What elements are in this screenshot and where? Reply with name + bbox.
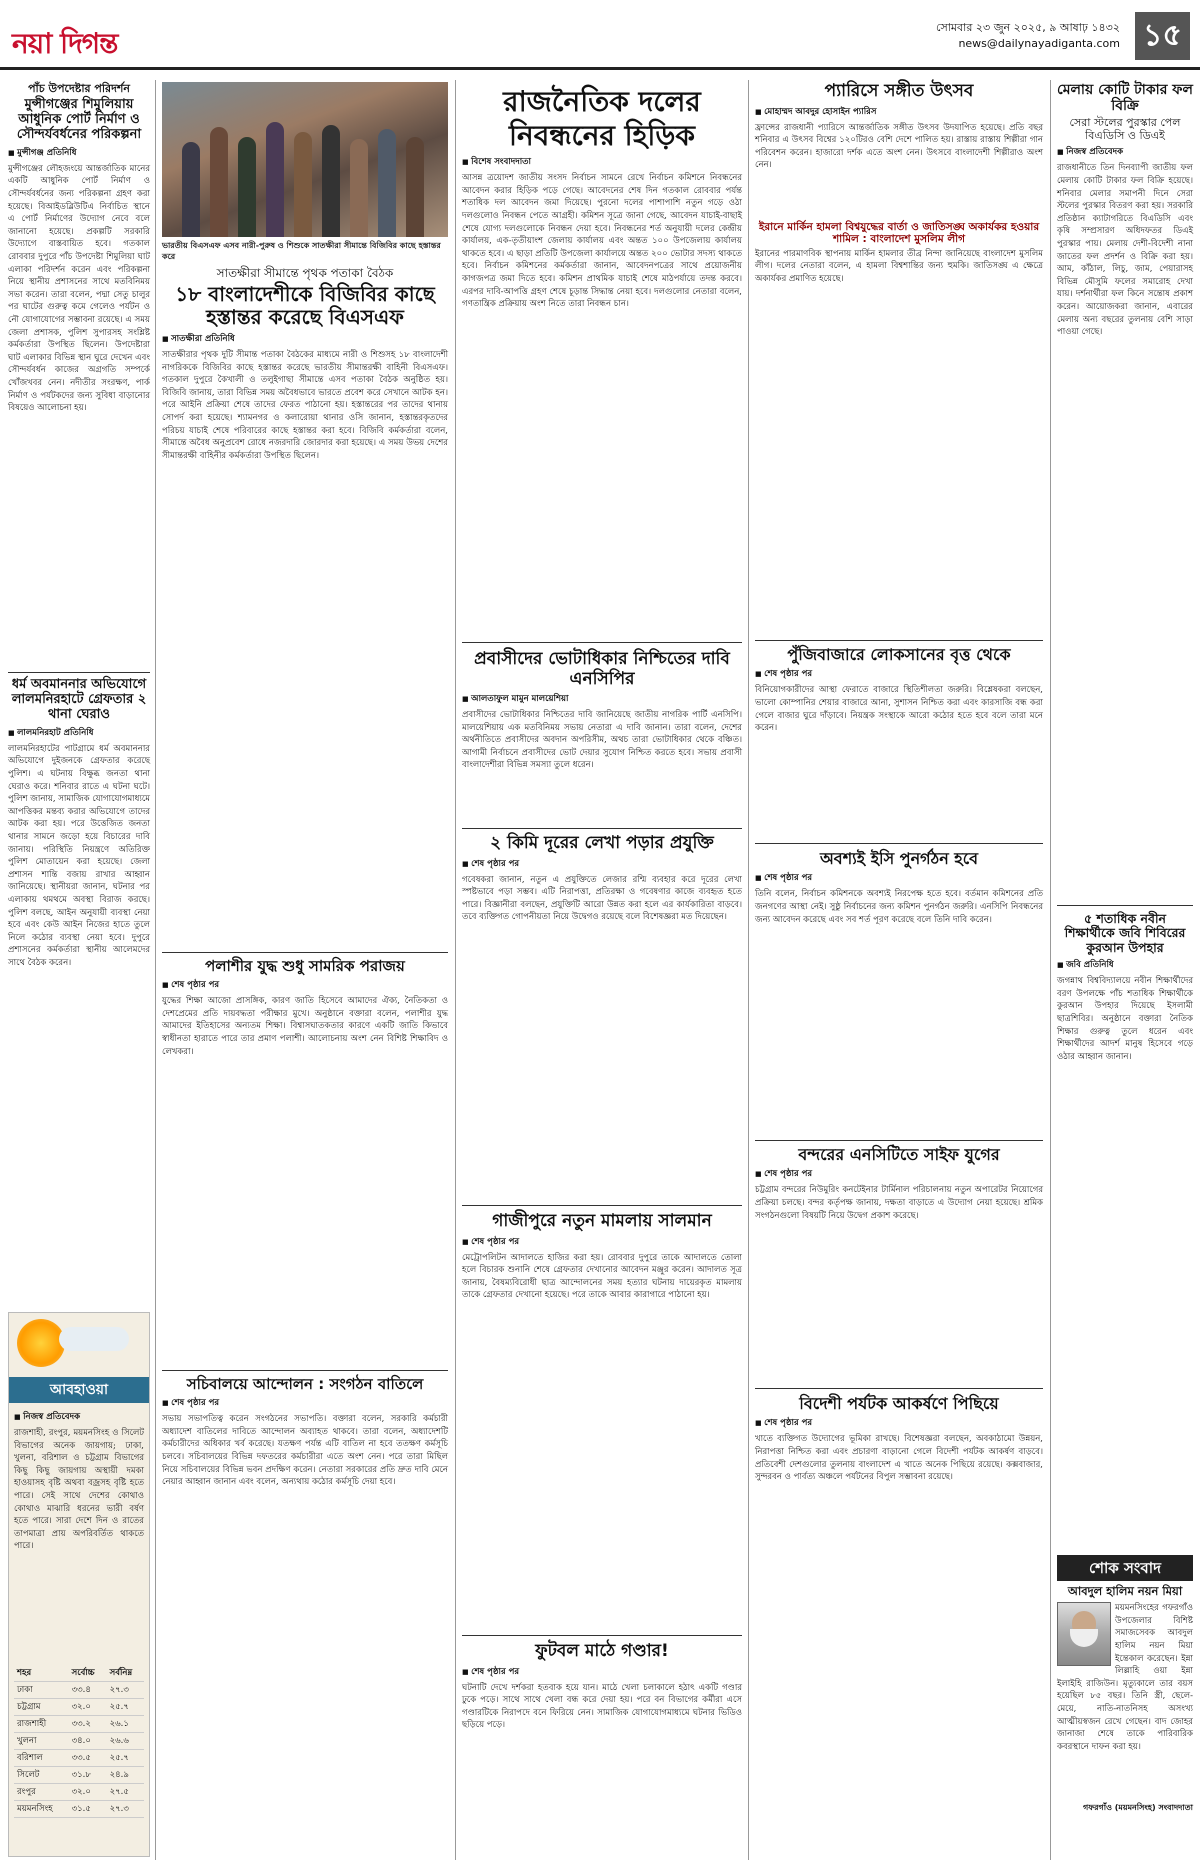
city: বরিশাল [14, 1750, 69, 1767]
city: খুলনা [14, 1733, 69, 1750]
table-row [14, 1733, 144, 1750]
max-temp: ৩৩.৫ [69, 1750, 107, 1767]
max-temp: ৩৩.২ [69, 1716, 107, 1733]
byline: ■ মোহাম্মদ আবদুর হোসাইন প্যারিস [755, 105, 1043, 119]
subhead: সেরা স্টলের পুরস্কার পেল বিএডিসি ও ডিএই [1069, 116, 1181, 142]
article-bsf [162, 266, 448, 964]
byline: ■ শেষ পৃষ্ঠার পর [462, 857, 742, 871]
min-temp: ২৬.৬ [107, 1733, 144, 1750]
divider [162, 1370, 448, 1371]
article-body: চট্টগ্রাম বন্দরের নিউমুরিং কনটেইনার টার্মিনাল পরিচালনায় নতুন অপারেটর নিয়োগের প্রক্রিয়া চলছে। বন্দর কর্তৃপক্ষ জানায়, দক্ষতা বাড়াতে এ উদ্যোগ নেয়া হয়েছে। শ্রমিক সংগঠনগুলো বিষয়টি নিয়ে উদ্বেগ প্রকাশ করেছে। [755, 1185, 1043, 1221]
article-body: গবেষকরা জানান, নতুন এ প্রযুক্তিতে লেজার রশ্মি ব্যবহার করে দূরের লেখা স্পষ্টভাবে পড়া সম্ভব। এটি নিরাপত্তা, প্রতিরক্ষা ও গবেষণার কাজে ব্যবহৃত হতে পারে। বিজ্ঞানীরা বলছেন, প্রযুক্তিটি আরো উন্নত করা হলে এর কার্যকারিতা বাড়বে। তবে ব্যক্তিগত গোপনীয়তা নিয়ে উদ্বেগও রয়েছে বলে বিশেষজ্ঞরা মত দিয়েছেন। [462, 874, 742, 923]
city: রাজশাহী [14, 1716, 69, 1733]
min-temp: ২৫.৭ [107, 1699, 144, 1716]
article-jnu-quran [1057, 912, 1193, 1510]
byline: ■ শেষ পৃষ্ঠার পর [755, 1416, 1043, 1430]
article-body: ঘটনাটি দেখে দর্শকরা হতবাক হয়ে যান। মাঠে খেলা চলাকালে হঠাৎ একটি গণ্ডার ঢুকে পড়ে। সাথে সাথে খেলা বন্ধ করে দেয়া হয়। পরে বন বিভাগের কর্মীরা এসে গণ্ডারটিকে নিরাপদে বনে ফিরিয়ে নেন। সামাজিক যোগাযোগমাধ্যমে ঘটনার ভিডিও ছড়িয়ে পড়ে। [462, 1682, 742, 1731]
headline[interactable]: ৫ শতাধিক নবীন শিক্ষার্থীকে জবি শিবিরের কুরআন উপহার [1064, 911, 1186, 955]
kicker: সাতক্ষীরা সীমান্তে পৃথক পতাকা বৈঠক [216, 266, 394, 280]
article-paris-music [755, 82, 1043, 568]
headline[interactable]: রাজনৈতিক দলের নিবন্ধনের হিড়িক [503, 85, 701, 152]
table-header: সর্বনিম্ন [107, 1665, 144, 1682]
byline: ■ জবি প্রতিনিধি [1057, 958, 1193, 972]
byline: ■ আলতাফুল মামুন মালয়েশিয়া [462, 692, 742, 706]
min-temp: ২৭.৩ [107, 1682, 144, 1699]
article-body: লালমনিরহাটের পাটগ্রামে ধর্ম অবমাননার অভিযোগে দুইজনকে গ্রেফতার করেছে পুলিশ। এ ঘটনায় বিক্ষুব্ধ জনতা থানা ঘেরাও করে। শনিবার রাতে এ ঘটনা ঘটে। পুলিশ জানায়, সামাজিক যোগাযোগমাধ্যমে আপত্তিকর মন্তব্য করার অভিযোগে তাদের আটক করা হয়। পরে উত্তেজিত জনতা থানার সামনে জড়ো হয়ে বিচারের দাবি জানায়। পরিস্থিতি নিয়ন্ত্রণে অতিরিক্ত পুলিশ মোতায়েন করা হয়েছে। জেলা প্রশাসন শান্তি বজায় রাখার আহ্বান জানিয়েছে। স্থানীয়রা জানান, ঘটনার পর এলাকায় থমথমে অবস্থা বিরাজ করছে। পুলিশ বলছে, আইন অনুযায়ী ব্যবস্থা নেয়া হবে এবং কেউ আইন নিজের হাতে তুলে নিলে কঠোর ব্যবস্থা নেয়া হবে। দুপুরে প্রশাসনের কর্মকর্তারা স্থানীয় আলেমদের সাথে বৈঠক করেন। [8, 743, 150, 968]
max-temp: ৩৪.০ [69, 1733, 107, 1750]
article-body: তিনি বলেন, নির্বাচন কমিশনকে অবশ্যই নিরপেক্ষ হতে হবে। বর্তমান কমিশনের প্রতি জনগণের আস্থা নেই। সুষ্ঠু নির্বাচনের জন্য কমিশন পুনর্গঠন জরুরি। এনসিপি নিবন্ধনের জন্য আবেদন করেছে এবং সব শর্ত পূরণ করেছে বলে তিনি দাবি করেন। [755, 889, 1043, 925]
table-row [14, 1767, 144, 1784]
divider [162, 952, 448, 953]
weather-title: আবহাওয়া [9, 1377, 149, 1403]
article-body: প্রবাসীদের ভোটাধিকার নিশ্চিতের দাবি জানিয়েছে জাতীয় নাগরিক পার্টি এনসিপি। মালয়েশিয়ায় এক মতবিনিময় সভায় নেতারা এ দাবি জানান। তারা বলেন, দেশের অর্থনীতিতে প্রবাসীদের অবদান অপরিসীম, অথচ তারা ভোটাধিকার থেকে বঞ্চিত। আগামী নির্বাচনে প্রবাসীদের ভোট দেয়ার সুযোগ নিশ্চিত করতে হবে। সভায় প্রবাসী বাংলাদেশীরা বিভিন্ন সমস্যা তুলে ধরেন। [462, 710, 742, 771]
article-2km-tech [462, 834, 742, 1204]
headline[interactable]: পুঁজিবাজারে লোকসানের বৃত্ত থেকে [787, 645, 1011, 664]
headline[interactable]: বিদেশী পর্যটক আকর্ষণে পিছিয়ে [799, 1394, 999, 1413]
article-body: আসন্ন ত্রয়োদশ জাতীয় সংসদ নির্বাচন সামনে রেখে নির্বাচন কমিশনে নিবন্ধনের আবেদন করার হিড়িক পড়ে গেছে। আবেদনের শেষ দিন গতকাল রোববার পর্যন্ত শতাধিক দল আবেদন জমা দিয়েছে। পুরনো দলের পাশাপাশি নতুন গড়ে ওঠা দলগুলোও নিবন্ধন পেতে আগ্রহী। কমিশন সূত্রে জানা গেছে, আবেদন যাচাই-বাছাই শেষে যোগ্য দলগুলোকে নিবন্ধন দেয়া হবে। নিবন্ধনের শর্ত অনুযায়ী দলের কেন্দ্রীয় কার্যালয়, এক-তৃতীয়াংশ জেলায় কার্যালয় এবং অন্তত ১০০ উপজেলায় কার্যালয় থাকতে হবে। এ ছাড়া প্রতিটি উপজেলা কার্যালয়ে অন্তত ২০০ ভোটার সদস্য থাকতে হবে। নির্বাচন কমিশনের কর্মকর্তারা জানান, আবেদনপত্রের সাথে প্রয়োজনীয় কাগজপত্র জমা দিতে হবে। কমিশন প্রাথমিক যাচাই শেষে মাঠপর্যায়ে তদন্ত করবে। এরপর দাবি-আপত্তি গ্রহণ শেষে চূড়ান্ত সিদ্ধান্ত নেয়া হবে। দলগুলোর নেতারা বলেন, গণতান্ত্রিক প্রক্রিয়ায় অংশ নিতে তারা নিবন্ধন চান। [462, 173, 742, 310]
byline: ■ মুন্সীগঞ্জ প্রতিনিধি [8, 146, 150, 160]
byline: ■ শেষ পৃষ্ঠার পর [462, 1235, 742, 1249]
table-row [14, 1716, 144, 1733]
max-temp: ৩১.৫ [69, 1801, 107, 1818]
min-temp: ২৭.৫ [107, 1784, 144, 1801]
table-row [14, 1801, 144, 1818]
byline: ■ শেষ পৃষ্ঠার পর [755, 1167, 1043, 1181]
byline: ■ শেষ পৃষ্ঠার পর [755, 667, 1043, 681]
article-body: সাতক্ষীরার পৃথক দুটি সীমান্ত পতাকা বৈঠকের মাধ্যমে নারী ও শিশুসহ ১৮ বাংলাদেশী নাগরিককে বিজিবির কাছে হস্তান্তর করেছে ভারতীয় সীমান্তরক্ষী বাহিনী বিএসএফ। গতকাল দুপুরে কৈখালী ও তলুইগাছা সীমান্তে এসব পতাকা বৈঠক অনুষ্ঠিত হয়। বিজিবি জানায়, তারা বিভিন্ন সময় অবৈধভাবে ভারতে প্রবেশ করে সেখানে আটক হন। পরে আইনি প্রক্রিয়া শেষে তাদের ফেরত পাঠানো হয়। হস্তান্তরের পর তাদের থানায় সোপর্দ করা হয়েছে। শ্যামনগর ও কলারোয়া থানার ওসি জানান, হস্তান্তরকৃতদের পরিচয় যাচাই শেষে পরিবারের কাছে হস্তান্তর করা হবে। বিজিবি কর্মকর্তারা বলেন, সীমান্তে অবৈধ অনুপ্রবেশ রোধে নজরদারি জোরদার করা হয়েছে। এ সময় উভয় দেশের সীমান্তরক্ষী বাহিনীর কর্মকর্তারা উপস্থিত ছিলেন। [162, 350, 448, 461]
divider [462, 828, 742, 829]
divider [1057, 905, 1193, 906]
divider [755, 640, 1043, 641]
max-temp: ৩৩.৪ [69, 1682, 107, 1699]
person-figure [182, 142, 200, 237]
obituary-name[interactable]: আবদুল হালিম নয়ন মিয়া [1067, 1584, 1183, 1598]
byline: ■ শেষ পৃষ্ঠার পর [162, 978, 448, 992]
subhead[interactable]: ইরানে মার্কিন হামলা বিশ্বযুদ্ধের বার্তা ও জাতিসঙ্ঘ অকার্যকর হওয়ার শামিল : বাংলাদেশ মুসলিম লীগ [758, 220, 1040, 245]
byline: ■ শেষ পৃষ্ঠার পর [162, 1396, 448, 1410]
date-line: সোমবার ২৩ জুন ২০২৫, ৯ আষাঢ় ১৪৩২ [936, 21, 1120, 34]
divider [462, 1635, 742, 1636]
divider [755, 843, 1043, 844]
min-temp: ২৬.১ [107, 1716, 144, 1733]
article-body: যুদ্ধের শিক্ষা আজো প্রাসঙ্গিক, কারণ জাতি হিসেবে আমাদের ঐক্য, নৈতিকতা ও দেশপ্রেমের প্রতি দায়বদ্ধতা পরীক্ষার মুখে। অনুষ্ঠানে বক্তারা বলেন, পলাশীর যুদ্ধ আমাদের ইতিহাসের অন্যতম শিক্ষা। বিশ্বাসঘাতকতার কারণে একটি জাতি কিভাবে স্বাধীনতা হারাতে পারে তার প্রমাণ পলাশী। আলোচনায় অংশ নেন বিশিষ্ট শিক্ষাবিদ ও লেখকরা। [162, 996, 448, 1057]
headline[interactable]: অবশ্যই ইসি পুনর্গঠন হবে [819, 849, 979, 868]
byline: ■ বিশেষ সংবাদদাতা [462, 155, 742, 169]
table-header: শহর [14, 1665, 69, 1682]
divider [8, 672, 150, 673]
max-temp: ৩২.০ [69, 1699, 107, 1716]
cloud-icon [59, 1327, 129, 1351]
divider [755, 1388, 1043, 1389]
byline: ■ লালমনিরহাট প্রতিনিধি [8, 726, 150, 740]
divider [462, 1205, 742, 1206]
temperature-table [14, 1665, 144, 1818]
table-row [14, 1750, 144, 1767]
headline[interactable]: মেলায় কোটি টাকার ফল বিক্রি [1057, 82, 1193, 115]
headline[interactable]: সচিবালয়ে আন্দোলন : সংগঠন বাতিলে [186, 1375, 424, 1393]
dateline [820, 20, 1120, 52]
website-link[interactable]: news@dailynayadiganta.com [958, 37, 1120, 50]
headline[interactable]: ধর্ম অবমাননার অভিযোগে লালমনিরহাটে গ্রেফতার ২ থানা ঘেরাও [11, 677, 147, 722]
max-temp: ৩২.০ [69, 1784, 107, 1801]
column-divider [1050, 80, 1051, 1860]
article-registration [462, 85, 742, 642]
article-expat-vote [462, 650, 742, 849]
byline: ■ শেষ পৃষ্ঠার পর [755, 871, 1043, 885]
min-temp: ২৪.৯ [107, 1767, 144, 1784]
divider [755, 1140, 1043, 1141]
obituary-credit: গফরগাঁও (ময়মনসিংহ) সংবাদদাতা [1083, 1803, 1193, 1813]
headline[interactable]: ১৮ বাংলাদেশীকে বিজিবির কাছে হস্তান্তর করেছে বিএসএফ [175, 282, 435, 329]
article-body: জগন্নাথ বিশ্ববিদ্যালয়ে নবীন শিক্ষার্থীদের বরণ উপলক্ষে পাঁচ শতাধিক শিক্ষার্থীকে কুরআন উপহার দিয়েছে ইসলামী ছাত্রশিবির। অনুষ্ঠানে বক্তারা নৈতিক শিক্ষার গুরুত্ব তুলে ধরেন এবং শিক্ষার্থীদের আদর্শ মানুষ হিসেবে গড়ে ওঠার আহ্বান জানান। [1057, 976, 1193, 1062]
city: সিলেট [14, 1767, 69, 1784]
article-body: সভায় সভাপতিত্ব করেন সংগঠনের সভাপতি। বক্তারা বলেন, সরকারি কর্মচারী অধ্যাদেশ বাতিলের দাবিতে আন্দোলন অব্যাহত থাকবে। তারা বলেন, অধ্যাদেশটি কর্মচারীদের অধিকার খর্ব করেছে। যতক্ষণ পর্যন্ত এটি বাতিল না হবে ততক্ষণ কর্মসূচি চলবে। সচিবালয়ের বিভিন্ন দফতরের কর্মচারীরা এতে অংশ নেন। পরে তারা মিছিল নিয়ে সচিবালয়ের বিভিন্ন ভবন প্রদক্ষিণ করেন। নেতারা সরকারের প্রতি দ্রুত দাবি মেনে নেয়ার আহ্বান জানান এবং বলেন, অন্যথায় কঠোর কর্মসূচি দেয়া হবে। [162, 1414, 448, 1488]
obituary [1057, 1555, 1193, 1815]
obituary-title: শোক সংবাদ [1057, 1555, 1193, 1581]
headline[interactable]: ফুটবল মাঠে গণ্ডার! [535, 1641, 669, 1661]
person-figure [350, 139, 368, 237]
table-row [14, 1784, 144, 1801]
column-divider [155, 80, 156, 1860]
headline[interactable]: পলাশীর যুদ্ধ শুধু সামরিক পরাজয় [205, 957, 405, 975]
byline: ■ নিজস্ব প্রতিবেদক [14, 1410, 144, 1424]
headline[interactable]: ২ কিমি দূরের লেখা পড়ার প্রযুক্তি [490, 833, 714, 853]
article-body: রাজধানীতে তিন দিনব্যাপী জাতীয় ফল মেলায় কোটি টাকার ফল বিক্রি হয়েছে। শনিবার মেলার সমাপনী দিনে সেরা স্টলের পুরস্কার বিতরণ করা হয়। সরকারি প্রতিষ্ঠান ক্যাটাগরিতে বিএডিসি এবং কৃষি সম্প্রসারণ অধিদফতর ডিএই পুরস্কার পায়। মেলায় দেশী-বিদেশী নানা জাতের ফল প্রদর্শন ও বিক্রি করা হয়। আম, কাঁঠাল, লিচু, জাম, পেয়ারাসহ বিভিন্ন মৌসুমি ফলের সমারোহ দেখা যায়। দর্শনার্থীরা ফল কিনে সন্তোষ প্রকাশ করেন। আয়োজকরা জানান, এবারের মেলায় অন্য বছরের তুলনায় বেশি সাড়া পাওয়া গেছে। [1057, 163, 1193, 338]
column-divider [455, 80, 456, 1860]
headline[interactable]: বন্দরের এনসিটিতে সাইফ যুগের [798, 1145, 1000, 1164]
photo-caption: ভারতীয় বিএসএফ এসব নারী-পুরুষ ও শিশুকে সাতক্ষীরা সীমান্তে বিজিবির কাছে হস্তান্তর করে [162, 240, 441, 261]
article-body: ফ্রান্সের রাজধানী প্যারিসে আন্তর্জাতিক সঙ্গীত উৎসব উদযাপিত হয়েছে। প্রতি বছর শনিবার এ উৎসব বিশ্বের ১২০টিরও বেশি দেশে পালিত হয়। রাস্তায় রাস্তায় শিল্পীরা গান পরিবেশন করেন। হাজারো দর্শক এতে অংশ নেন। উৎসবে বাংলাদেশী শিল্পীরাও অংশ নেন। [755, 122, 1043, 171]
article-tourism [755, 1395, 1043, 1858]
city: ময়মনসিংহ [14, 1801, 69, 1818]
article-secretariat [162, 1376, 448, 1863]
article-stock-market [755, 646, 1043, 844]
article-palashi [162, 958, 448, 1350]
city: ঢাকা [14, 1682, 69, 1699]
headline[interactable]: প্রবাসীদের ভোটাধিকার নিশ্চিতের দাবি এনসিপির [474, 649, 730, 689]
person-figure [378, 129, 396, 237]
weather-body: রাজশাহী, রংপুর, ময়মনসিংহ ও সিলেট বিভাগের অনেক জায়গায়; ঢাকা, খুলনা, বরিশাল ও চট্টগ্রাম বিভাগের কিছু কিছু জায়গায় অস্থায়ী দমকা হাওয়াসহ বৃষ্টি অথবা বজ্রসহ বৃষ্টি হতে পারে। সেই সাথে দেশের কোথাও কোথাও মাঝারি ধরনের ভারী বর্ষণ হতে পারে। সারা দেশে দিন ও রাতের তাপমাত্রা প্রায় অপরিবর্তিত থাকতে পারে। [14, 1428, 144, 1552]
article-body: মুন্সীগঞ্জের লৌহজংয়ে আন্তর্জাতিক মানের একটি আধুনিক পোর্ট নির্মাণ ও সৌন্দর্যবর্ধনের জন্য পরিকল্পনা গ্রহণ করা হয়েছে। বিআইডব্লিউটিএ নির্বাচিত স্থানে এ পোর্ট নির্মাণের উদ্যোগ নেবে বলে জানানো হয়েছে। প্রকল্পটি সরকারি উদ্যোগে বাস্তবায়িত হবে। গতকাল রোববার দুপুরে পাঁচ উপদেষ্টা শিমুলিয়া ঘাট এলাকা পরিদর্শন করেন এবং পরিকল্পনা নিয়ে স্থানীয় প্রশাসনের সাথে মতবিনিময় সভা করেন। তারা বলেন, পদ্মা সেতু চালুর পর ঘাটের গুরুত্ব কমে গেলেও পর্যটন ও নৌ যোগাযোগের সম্ভাবনা রয়েছে। এ সময় জেলা প্রশাসক, পুলিশ সুপারসহ সংশ্লিষ্ট কর্মকর্তারা উপস্থিত ছিলেন। উপদেষ্টারা ঘাট এলাকার বিভিন্ন স্থান ঘুরে দেখেন এবং সৌন্দর্যবর্ধন কাজের অগ্রগতি সম্পর্কে খোঁজখবর নেন। নদীতীর সংরক্ষণ, পার্ক নির্মাণ ও পর্যটকদের জন্য সুবিধা বাড়ানোর বিষয়েও আলোচনা হয়। [8, 163, 150, 414]
article-fruit-fair [1057, 82, 1193, 897]
weather-box [8, 1312, 150, 1857]
table-row [14, 1699, 144, 1716]
sun-icon [17, 1319, 65, 1367]
newspaper-logo[interactable]: নয়া দিগন্ত [12, 27, 118, 60]
article-gazipur [462, 1212, 742, 1637]
article-body: ইরানের পারমাণবিক স্থাপনায় মার্কিন হামলার তীব্র নিন্দা জানিয়েছে বাংলাদেশ মুসলিম লীগ। দলের নেতারা বলেন, এ হামলা বিশ্বশান্তির জন্য হুমকি। জাতিসঙ্ঘ এ ক্ষেত্রে অকার্যকর প্রমাণিত হয়েছে। [755, 248, 1043, 284]
article-body: বিনিয়োগকারীদের আস্থা ফেরাতে বাজারে স্থিতিশীলতা জরুরি। বিশ্লেষকরা বলছেন, ভালো কোম্পানির শেয়ার বাজারে আনা, সুশাসন নিশ্চিত করা এবং কারসাজি বন্ধ করা গেলে বাজার ঘুরে দাঁড়াবে। নিয়ন্ত্রক সংস্থাকে আরো কঠোর হতে হবে বলে তারা মনে করেন। [755, 685, 1043, 734]
headline[interactable]: গাজীপুরে নতুন মামলায় সালমান [492, 1211, 712, 1231]
column-divider [748, 80, 749, 1860]
person-figure [294, 132, 312, 237]
person-figure [210, 127, 228, 237]
byline: ■ শেষ পৃষ্ঠার পর [462, 1665, 742, 1679]
table-row [14, 1682, 144, 1699]
max-temp: ৩১.৮ [69, 1767, 107, 1784]
city: রংপুর [14, 1784, 69, 1801]
person-figure [322, 125, 340, 237]
photo-returnees[interactable] [162, 82, 448, 237]
table-header: সর্বোচ্চ [69, 1665, 107, 1682]
kicker: পাঁচ উপদেষ্টার পরিদর্শন [28, 82, 130, 95]
article-shimulia [8, 82, 150, 598]
divider [462, 642, 742, 643]
byline: ■ নিজস্ব প্রতিবেদক [1057, 145, 1193, 159]
article-body: খাতে ব্যক্তিগত উদ্যোগের ভূমিকা রাখছে। বিশেষজ্ঞরা বলছেন, অবকাঠামো উন্নয়ন, নিরাপত্তা নিশ্চিত করা এবং প্রচারণা বাড়ানো গেলে বিদেশী পর্যটক আকর্ষণ বাড়বে। প্রতিবেশী দেশগুলোর তুলনায় বাংলাদেশ এ খাতে অনেক পিছিয়ে রয়েছে। কক্সবাজার, সুন্দরবন ও পার্বত্য অঞ্চলে পর্যটনের বিপুল সম্ভাবনা রয়েছে। [755, 1434, 1043, 1483]
person-figure [406, 137, 424, 237]
byline: ■ সাতক্ষীরা প্রতিনিধি [162, 332, 448, 346]
beard-shape [1070, 1629, 1098, 1647]
min-temp: ২৭.৩ [107, 1801, 144, 1818]
headline[interactable]: মুন্সীগঞ্জের শিমুলিয়ায় আধুনিক পোর্ট নির্মাণ ও সৌন্দর্যবর্ধনের পরিকল্পনা [16, 97, 142, 142]
article-lalmonirhat [8, 678, 150, 1303]
portrait-photo [1057, 1602, 1111, 1666]
article-body: মেট্রোপলিটন আদালতে হাজির করা হয়। রোববার দুপুরে তাকে আদালতে তোলা হলে বিচারক শুনানি শেষে গ্রেফতার দেখানোর আবেদন মঞ্জুর করেন। আদালত সূত্র জানায়, বৈষম্যবিরোধী ছাত্র আন্দোলনের সময় হত্যার ঘটনায় দায়েরকৃত মামলায় তাকে গ্রেফতার দেখানো হয়েছে। পরে তাকে আবার কারাগারে পাঠানো হয়। [462, 1252, 742, 1301]
weather-graphic [9, 1313, 149, 1377]
person-figure [266, 122, 284, 237]
city: চট্টগ্রাম [14, 1699, 69, 1716]
headline[interactable]: প্যারিসে সঙ্গীত উৎসব [824, 81, 974, 101]
article-ec-reform [755, 850, 1043, 1143]
article-rhino [462, 1642, 742, 1857]
min-temp: ২৫.৭ [107, 1750, 144, 1767]
person-figure [238, 137, 256, 237]
obituary-body: ময়মনসিংহের গফরগাঁও উপজেলার বিশিষ্ট সমাজসেবক আবদুল হালিম নয়ন মিয়া ইন্তেকাল করেছেন। ইন্না লিল্লাহি ওয়া ইন্না ইলাইহি রাজিউন। মৃত্যুকালে তার বয়স হয়েছিল ৮৫ বছর। তিনি স্ত্রী, ছেলে-মেয়ে, নাতি-নাতনিসহ অসংখ্য আত্মীয়স্বজন রেখে গেছেন। বাদ জোহর জানাজা শেষে তাকে পারিবারিক কবরস্থানে দাফন করা হয়। [1057, 1603, 1193, 1752]
page-number: ১৫ [1135, 12, 1190, 60]
article-port-nct [755, 1146, 1043, 1389]
